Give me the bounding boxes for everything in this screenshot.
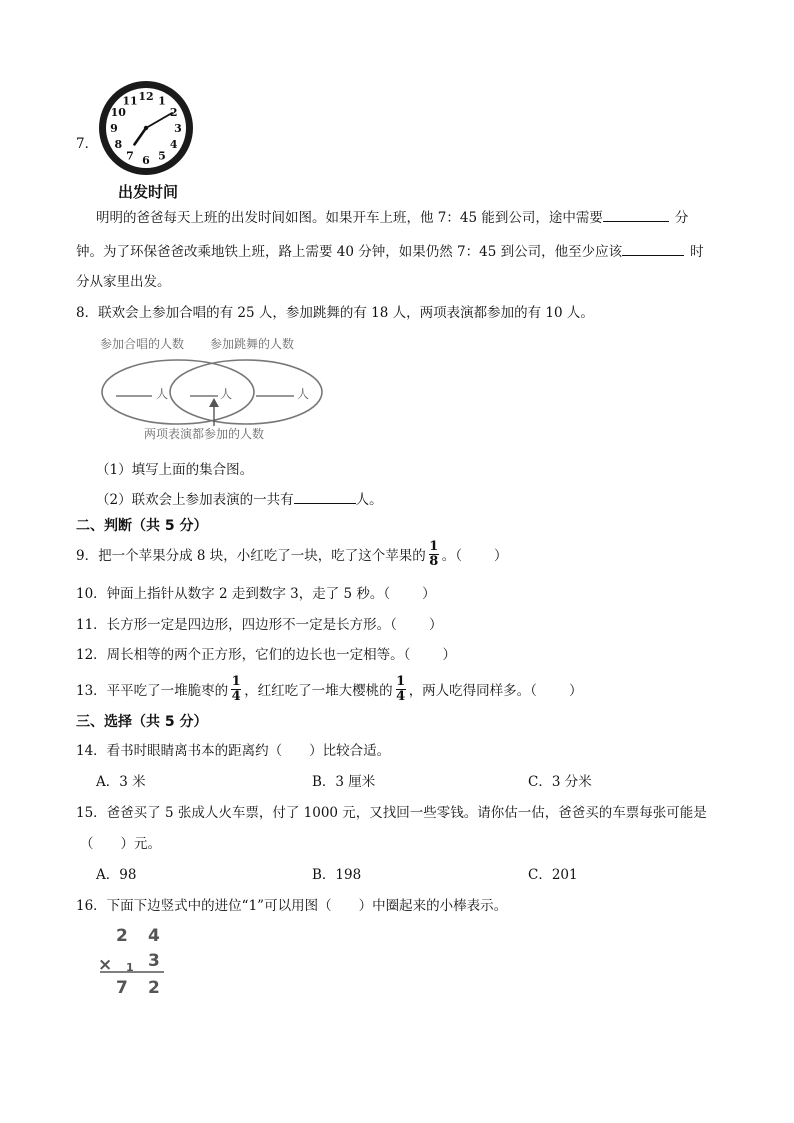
q8-sub2 [96,488,383,508]
q11-text: 11．长方形一定是四边形，四边形不一定是长方形。（ [76,617,397,633]
clock-numeral-1: 1 [158,94,166,108]
q7-answer-blank-1[interactable] [603,207,669,222]
clock-center [144,126,148,130]
venn-middle-unit: 人 [220,387,233,401]
venn-right-unit: 人 [297,387,310,401]
q11-paren-close: ） [428,617,443,633]
q14-option-c[interactable]: C．3 分米 [528,774,592,790]
q14-text: 14．看书时眼睛离书本的距离约（ ）比较合适。 [76,743,391,759]
q7-line2 [76,240,704,260]
q7-number: 7． [76,136,99,152]
q9 [76,538,508,570]
q12-paren-close: ） [442,647,456,663]
q9-fraction-denominator: 8 [429,553,439,569]
q9-fraction-numerator: 1 [429,538,439,554]
vertical-multiplication [94,920,174,1000]
clock-numeral-10: 10 [110,106,126,119]
q11 [76,613,442,633]
q13-text-b: ，红红吃了一堆大樱桃的 [244,683,393,699]
venn-bottom-label: 两项表演都参加的人数 [144,427,265,441]
q7-answer-blank-2[interactable] [622,241,684,256]
calc-result-ones: 2 [148,978,160,998]
q7-line1 [96,206,688,226]
q15-line2: （ ）元。 [80,836,161,852]
q13-text-c: ，两人吃得同样多。（ [408,683,537,699]
q10 [76,582,436,602]
q13-fraction-1-numerator: 1 [231,673,241,689]
q9-fraction [429,540,439,569]
calc-top-tens: 2 [116,926,128,946]
q13-fraction-1 [231,675,241,704]
q7-line1-unit: 分 [674,210,689,226]
q9-text-end: 。（ [441,548,463,564]
q12 [76,643,456,663]
venn-diagram [96,330,328,448]
q8-sub2-unit: 人。 [355,492,383,508]
q15-option-a[interactable]: A．98 [96,867,137,883]
q14-option-b[interactable]: B．3 厘米 [312,774,376,790]
q14-option-a[interactable]: A．3 米 [96,774,146,790]
calc-carry-digit: 1 [126,961,134,974]
clock-numeral-3: 3 [174,122,182,135]
q10-text: 10．钟面上指针从数字 2 走到数字 3，走了 5 秒。（ [76,586,391,602]
clock-numeral-11: 11 [122,94,138,108]
q15-option-b[interactable]: B．198 [312,867,362,883]
q10-paren-close: ） [422,586,436,602]
section-3-title: 三、选择（共 5 分） [76,714,208,730]
clock-numeral-5: 5 [158,149,166,163]
q12-text: 12．周长相等的两个正方形，它们的边长也一定相等。（ [76,647,411,663]
venn-left-label: 参加合唱的人数 [100,337,185,351]
venn-pointer-arrowhead [209,398,219,407]
q16-text: 16．下面下边竖式中的进位“1”可以用图（ ）中圈起来的小棒表示。 [76,898,508,914]
q15-option-c[interactable]: C．201 [528,867,578,883]
clock-numeral-4: 4 [169,138,178,151]
clock-numeral-2: 2 [169,106,178,119]
clock-numeral-6: 6 [142,154,150,167]
calc-top-ones: 4 [148,926,160,946]
q8-sub2-text: （2）联欢会上参加表演的一共有 [96,492,294,508]
q7-line2-text: 钟。为了环保爸爸改乘地铁上班，路上需要 40 分钟，如果仍然 7：45 到公司，他至少应该 [76,244,623,260]
q13-paren-close: ） [568,683,583,699]
clock-numeral-7: 7 [126,149,134,163]
q13-text-a: 13．平平吃了一堆脆枣的 [76,683,229,699]
calc-multiplier: 3 [148,951,160,971]
q7-line3: 分从家里出发。 [76,274,171,290]
q7-line2-unit: 时 [690,244,704,260]
q13-fraction-2-numerator: 1 [396,673,406,689]
clock-caption: 出发时间 [118,183,179,201]
q15-line1: 15．爸爸买了 5 张成人火车票，付了 1000 元，又找回一些零钱。请你估一估，爸爸买的车票每张可能是 [76,805,707,821]
calc-times-sign: × [98,955,113,975]
calc-result-tens: 7 [116,978,128,998]
clock-figure [96,78,202,176]
venn-right-label: 参加跳舞的人数 [210,337,295,351]
q8-answer-blank[interactable] [294,489,356,504]
q13-fraction-2 [396,675,406,704]
q13-fraction-1-denominator: 4 [231,688,241,704]
q13 [76,673,582,705]
q9-paren-close: ） [494,548,508,564]
clock-numeral-12: 12 [138,90,154,103]
q8-sub1: （1）填写上面的集合图。 [96,462,254,478]
q13-fraction-2-denominator: 4 [396,688,406,704]
clock-numeral-9: 9 [110,122,118,135]
clock-numeral-8: 8 [114,138,123,151]
q7-line1-text: 明明的爸爸每天上班的出发时间如图。如果开车上班，他 7：45 能到公司，途中需要 [96,210,603,226]
q8-text: 8．联欢会上参加合唱的有 25 人，参加跳舞的有 18 人，两项表演都参加的有 10 人。 [76,305,594,321]
q9-text: 9．把一个苹果分成 8 块，小红吃了一块，吃了这个苹果的 [76,548,426,564]
venn-left-unit: 人 [156,387,169,401]
section-2-title: 二、判断（共 5 分） [76,518,208,534]
